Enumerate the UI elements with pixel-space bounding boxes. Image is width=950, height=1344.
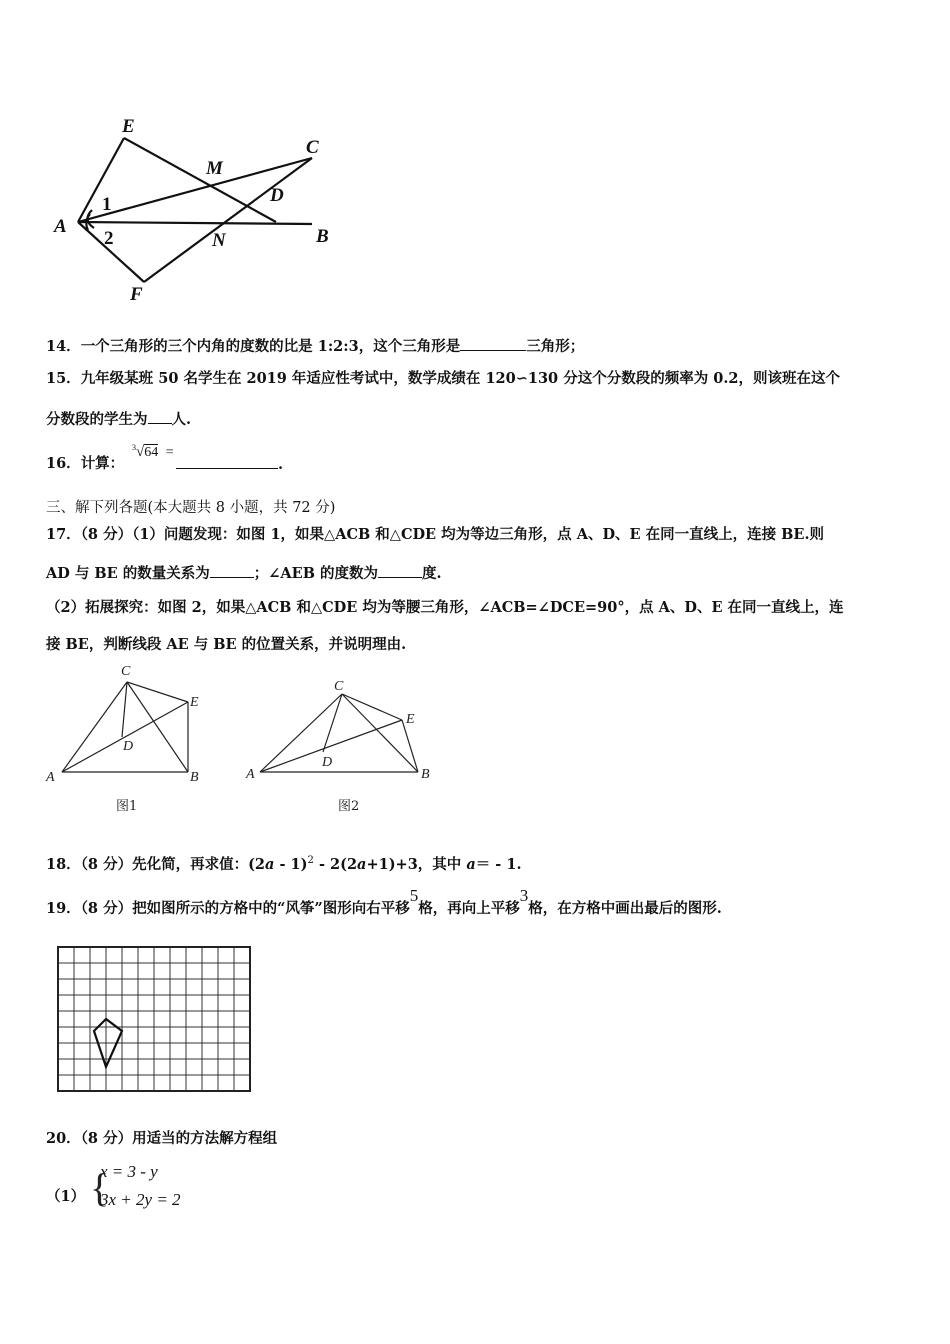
section-3-title: 三、解下列各题(本大题共 8 小题，共 72 分) [46, 500, 336, 516]
shift-right-count: 5 [409, 886, 419, 905]
fig2-segment-ce [342, 694, 402, 720]
question-15-line-2 [46, 409, 191, 430]
answer-blank-2 [378, 563, 422, 578]
fig2-label-e: E [406, 712, 415, 727]
label-n: N [212, 230, 226, 251]
question-text: 格，在方格中画出最后的图形. [528, 900, 722, 917]
geometry-figure-13 [44, 110, 344, 310]
question-17-line-3: （2）拓展探究：如图 2，如果△ACB 和△CDE 均为等腰三角形，∠ACB=∠DCE=90°，点 A、D、E 在同一直线上，连 [46, 599, 844, 616]
radical-sign-icon: √ [136, 444, 145, 460]
fig1-caption: 图1 [116, 799, 138, 814]
question-text: （8 分）把如图所示的方格中的“风筝”图形向右平移 [80, 900, 410, 917]
question-text: 一个三角形的三个内角的度数的比是 1:2:3，这个三角形是 [80, 338, 461, 355]
question-end: . [278, 456, 284, 473]
label-a: A [54, 216, 67, 237]
label-c: C [306, 137, 319, 158]
fig1-segment-ae [62, 702, 188, 772]
fig2-label-a: A [246, 767, 255, 782]
equals-sign: = [165, 445, 174, 460]
grid-lines [58, 947, 250, 1091]
question-16-answer [176, 454, 283, 473]
cube-root-expression [132, 444, 174, 461]
fig1-label-b: B [190, 770, 199, 785]
fig2-label-b: B [421, 767, 430, 782]
label-f: F [130, 284, 143, 305]
segment-ab [78, 222, 312, 224]
radicand: 64 [144, 445, 159, 460]
question-text-end: 三角形； [526, 338, 585, 355]
segment-eb [124, 138, 276, 222]
fig1-segment-cd [122, 682, 127, 737]
fig2-label-c: C [334, 679, 344, 694]
expr-part: ＝ - 1. [475, 855, 522, 873]
question-18 [46, 851, 522, 875]
fig1-label-c: C [121, 664, 131, 679]
question-text: 格，再向上平移 [418, 900, 520, 917]
question-text: 度. [422, 565, 442, 582]
segment-fc [144, 158, 312, 282]
fig1-segment-cb [127, 682, 188, 772]
answer-blank [176, 454, 278, 469]
kite-grid-figure [52, 942, 258, 1096]
question-number: 16． [46, 455, 81, 472]
question-text: 计算： [80, 455, 125, 472]
geometry-figure-17 [40, 660, 440, 818]
fig2-label-d: D [322, 755, 333, 770]
answer-blank [460, 336, 526, 351]
label-m: M [206, 158, 223, 179]
question-14 [46, 336, 584, 357]
root-index: 3 [132, 443, 136, 452]
question-number: 19． [46, 900, 81, 917]
question-20 [46, 1129, 277, 1149]
question-text-end: 人. [171, 411, 192, 428]
expr-part: +1)+3，其中 [366, 855, 467, 873]
answer-blank [148, 409, 172, 424]
fig1-label-a: A [46, 770, 55, 785]
question-16 [46, 454, 124, 474]
variable-a: a [265, 855, 275, 873]
question-text: 九年级某班 50 名学生在 2019 年适应性考试中，数学成绩在 120∽130 分这个分数段的频率为 0.2，则该班在这个 [80, 370, 840, 387]
question-text: （8 分）（1）问题发现：如图 1，如果△ACB 和△CDE 均为等边三角形，点 A、D、E 在同一直线上，连接 BE.则 [80, 526, 825, 543]
expr-part: （8 分）先化简，再求值：(2 [80, 855, 266, 873]
equation-1: x = 3 - y [100, 1162, 158, 1181]
question-text: ；∠AEB 的度数为 [253, 565, 379, 582]
question-20-part-1-label: （1） [46, 1188, 86, 1205]
question-17-line-1 [46, 525, 824, 545]
question-number: 20． [46, 1130, 81, 1147]
label-angle-1: 1 [102, 194, 112, 215]
question-text: 分数段的学生为 [46, 411, 148, 428]
fig1-label-e: E [190, 695, 199, 710]
expr-part: - 1) [274, 855, 308, 873]
segment-ae [78, 138, 124, 222]
fig1-label-d: D [123, 739, 134, 754]
question-number: 14． [46, 338, 81, 355]
question-number: 18． [46, 855, 81, 873]
question-17-line-2 [46, 563, 442, 584]
label-angle-2: 2 [104, 228, 114, 249]
expr-part: - 2(2 [313, 855, 358, 873]
fig1-segment-ac [62, 682, 127, 772]
question-text: （8 分）用适当的方法解方程组 [80, 1130, 278, 1147]
label-d: D [270, 185, 284, 206]
question-number: 15． [46, 370, 81, 387]
fig2-caption: 图2 [338, 799, 360, 814]
left-brace-icon: { [90, 1165, 110, 1210]
question-text: AD 与 BE 的数量关系为 [46, 565, 210, 582]
variable-a: a [357, 855, 367, 873]
label-e: E [122, 116, 135, 137]
question-19 [46, 886, 722, 919]
shift-up-count: 3 [519, 886, 529, 905]
exponent: 2 [307, 855, 314, 866]
answer-blank-1 [210, 563, 254, 578]
question-15-line-1 [46, 369, 840, 389]
fig1-segment-ce [127, 682, 188, 702]
question-number: 17． [46, 526, 81, 543]
equation-2: 3x + 2y = 2 [100, 1190, 181, 1209]
label-b: B [316, 226, 329, 247]
question-17-line-4: 接 BE，判断线段 AE 与 BE 的位置关系，并说明理由. [46, 636, 407, 653]
variable-a: a [466, 855, 476, 873]
